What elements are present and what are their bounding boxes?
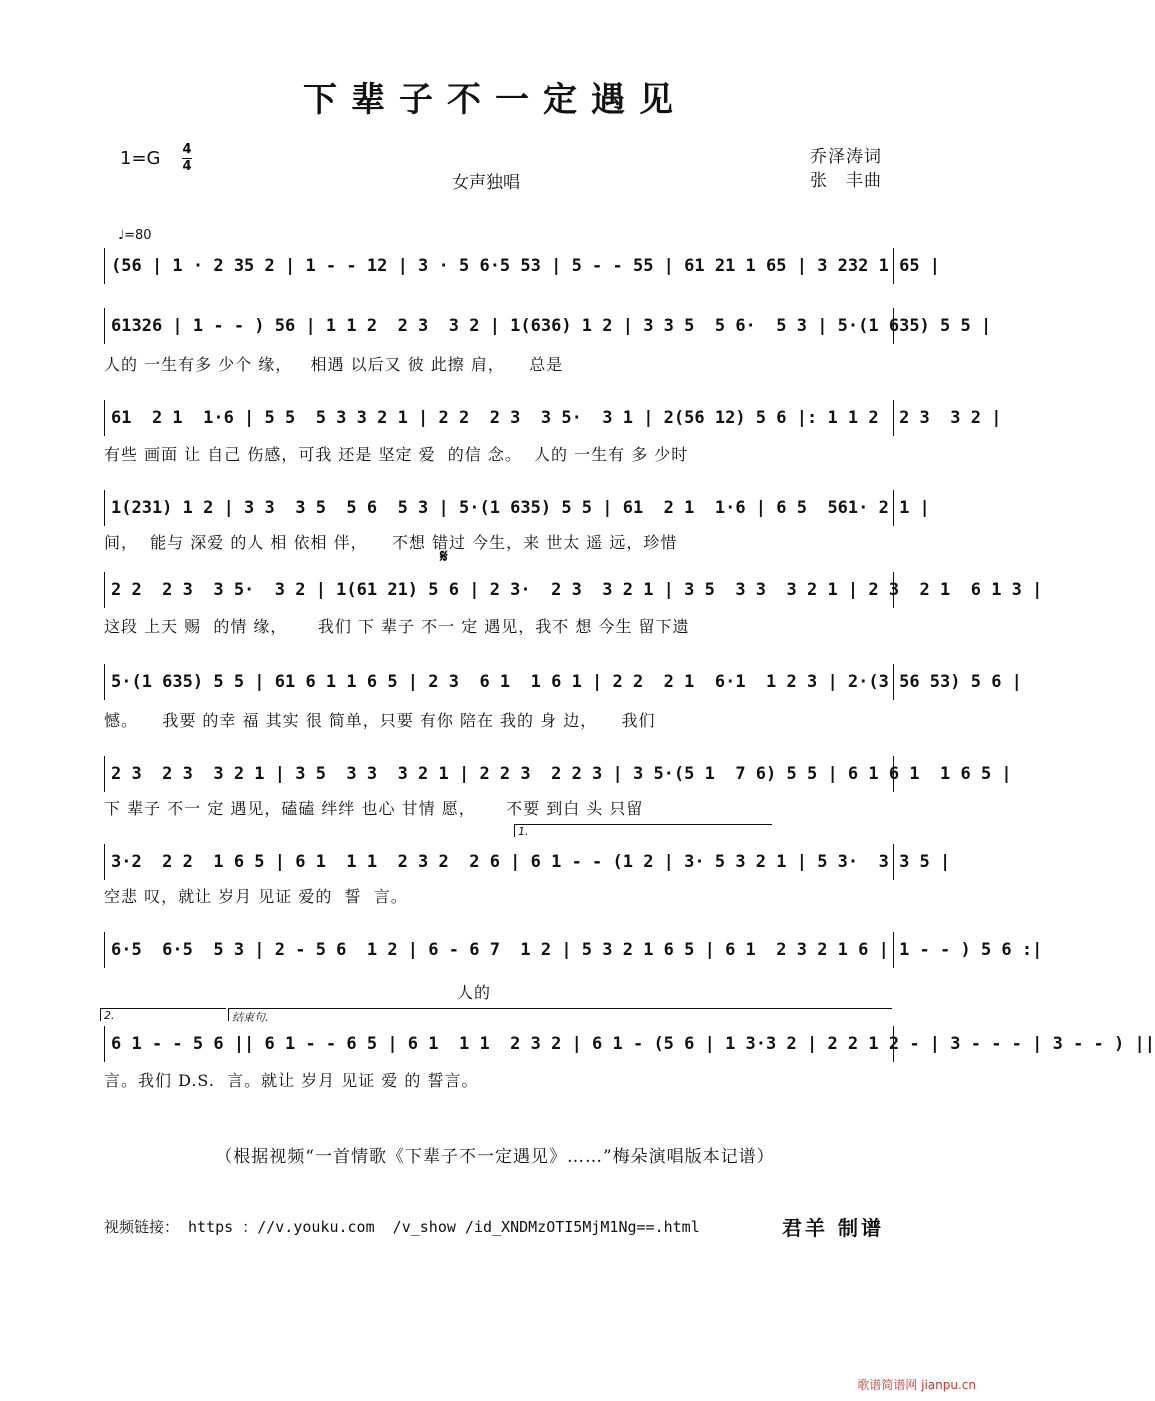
composer-credit: 张 丰曲 bbox=[810, 171, 882, 191]
lyric-line-3: 有些 画面 让 自己 伤感，可我 还是 坚定 爱 的信 念。 人的 一生有 多 少时 bbox=[104, 445, 689, 464]
score-line-4: 1(231) 1 2 | 3 3 3 5 5 6 5 3 | 5·(1 635) 5 5 | 61 2 1 1·6 | 6 5 561· 2 1 | bbox=[104, 490, 894, 526]
lyric-line-6: 憾。 我要 的幸 福 其实 很 简单，只要 有你 陪在 我的 身 边， 我们 bbox=[104, 711, 656, 730]
lyricist-credit: 乔泽涛词 bbox=[810, 147, 882, 167]
score-line-6: 5·(1 635) 5 5 | 61 6 1 1 6 5 | 2 3 6 1 1 6 1 | 2 2 2 1 6·1 1 2 3 | 2·(3 56 53) 5 6 | bbox=[104, 664, 894, 700]
video-link[interactable]: 视频链接： https ：//v.youku.com /v_show /id_XNDMzOTI5MjM1Ng==.html bbox=[104, 1218, 700, 1236]
lyric-line-5: 这段 上天 赐 的情 缘， 我们 下 辈子 不一 定 遇见，我不 想 今生 留下遗 bbox=[104, 617, 690, 636]
score-line-7: 2 3 2 3 3 2 1 | 3 5 3 3 3 2 1 | 2 2 3 2 2 3 | 3 5·(5 1 7 6) 5 5 | 6 1 6 1 1 6 5 | bbox=[104, 756, 894, 792]
time-signature bbox=[182, 143, 192, 174]
score-line-10: 6 1 - - 5 6 || 6 1 - - 6 5 | 6 1 1 1 2 3 2 | 6 1 - (5 6 | 1 3·3 2 | 2 2 1 2 - | 3 - - - | 3 - - ) || bbox=[104, 1026, 894, 1062]
page-title: 下辈子不一定遇见 bbox=[303, 80, 687, 120]
segno-sign: 𝄋 bbox=[440, 546, 448, 567]
score-line-1: (56 | 1 · 2 35 2 | 1 - - 12 | 3 · 5 6·5 53 | 5 - - 55 | 61 21 1 65 | 3 232 1 65 | bbox=[104, 248, 894, 284]
lyric-line-2: 人的 一生有多 少个 缘， 相遇 以后又 彼 此擦 肩， 总是 bbox=[104, 355, 564, 374]
lyric-line-10: 言。我们 D.S. 言。就让 岁月 见证 爱 的 誓言。 bbox=[104, 1071, 479, 1090]
ending-phrase-bracket: 结束句. bbox=[228, 1008, 892, 1021]
score-line-2: 61326 | 1 - - ) 56 | 1 1 2 2 3 3 2 | 1(636) 1 2 | 3 3 5 5 6· 5 3 | 5·(1 635) 5 5 | bbox=[104, 308, 894, 344]
score-line-8: 3·2 2 2 1 6 5 | 6 1 1 1 2 3 2 2 6 | 6 1 - - (1 2 | 3· 5 3 2 1 | 5 3· 3 3 5 | bbox=[104, 844, 894, 880]
transcription-note: （根据视频“一首情歌《下辈子不一定遇见》……”梅朵演唱版本记谱） bbox=[215, 1147, 775, 1167]
key-signature: 1=G bbox=[120, 148, 161, 169]
second-ending-bracket: 2. bbox=[100, 1008, 226, 1021]
performer-label: 女声独唱 bbox=[452, 173, 520, 193]
score-line-3: 61 2 1 1·6 | 5 5 5 3 3 2 1 | 2 2 2 3 3 5· 3 1 | 2(56 12) 5 6 |: 1 1 2 2 3 3 2 | bbox=[104, 400, 894, 436]
score-line-5: 2 2 2 3 3 5· 3 2 | 1(61 21) 5 6 | 2 3· 2 3 3 2 1 | 3 5 3 3 3 2 1 | 2 3 2 1 6 1 3 | bbox=[104, 572, 894, 608]
first-ending-bracket: 1. bbox=[514, 824, 772, 837]
lyric-line-7: 下 辈子 不一 定 遇见，磕磕 绊绊 也心 甘情 愿， 不要 到白 头 只留 bbox=[104, 799, 644, 818]
time-signature-bottom: 4 bbox=[182, 159, 192, 174]
lyric-line-8: 空悲 叹，就让 岁月 见证 爱的 誓 言。 bbox=[104, 887, 408, 906]
site-watermark: 歌谱简谱网 jianpu.cn bbox=[857, 1378, 976, 1392]
score-line-9: 6·5 6·5 5 3 | 2 - 5 6 1 2 | 6 - 6 7 1 2 | 5 3 2 1 6 5 | 6 1 2 3 2 1 6 | 1 - - ) 5 6 :| bbox=[104, 932, 894, 968]
lyric-line-4: 间， 能与 深爱 的人 相 依相 伴， 不想 错过 今生，来 世太 遥 远，珍惜 bbox=[104, 533, 678, 552]
time-signature-top: 4 bbox=[182, 142, 192, 157]
transcriber-signature: 君羊 制谱 bbox=[782, 1216, 884, 1240]
lyric-line-9: 人的 bbox=[104, 983, 491, 1002]
tempo-marking: ♩=80 bbox=[118, 228, 152, 243]
